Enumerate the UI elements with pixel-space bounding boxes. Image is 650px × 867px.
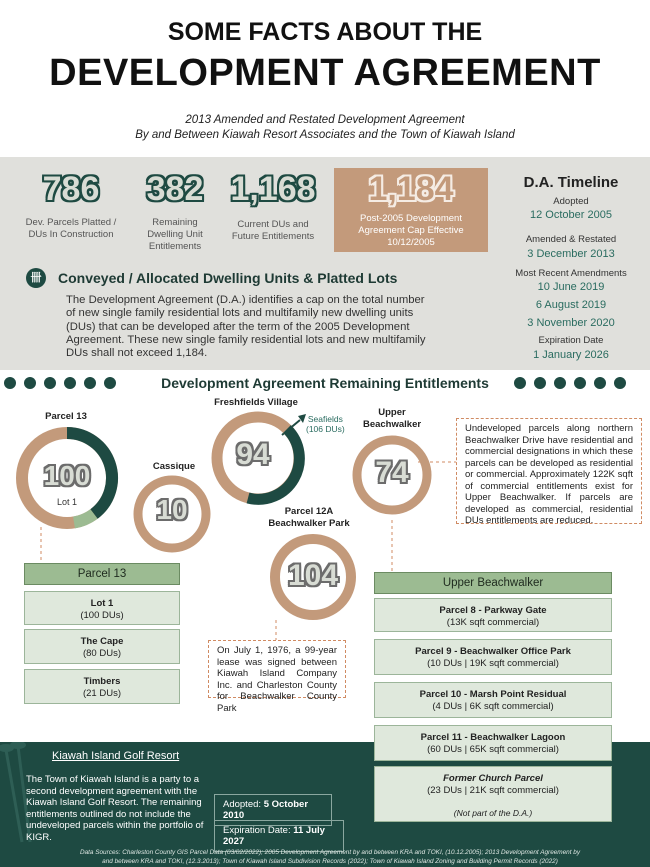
subtitle-line-1: 2013 Amended and Restated Development Agreement [185,114,465,126]
upper-beachwalker-item [374,682,612,718]
cassique-label: Cassique [152,461,196,472]
timeline-adopted-date: 12 October 2005 [530,209,612,221]
item-detail: (13K sqft commercial) [446,617,540,628]
upper-beachwalker-label [352,407,432,431]
golf-resort-title: Kiawah Island Golf Resort [52,750,180,762]
golf-adopted-date: 5 October 2010 [223,799,309,821]
item-detail: (60 DUs | 65K sqft commercial) [427,744,559,755]
timeline-expiration-date: 1 January 2026 [533,349,609,361]
upper-beachwalker-item [374,639,612,675]
data-sources-line1: Data Sources: Charleston County GIS Parcel Data (03/02/2022); 2005 Development Agreement by and between KRA and TOKI, (10.12.2005); 2013 Development Agreement by [79,849,581,856]
parcel-13-label: Parcel 13 [45,411,87,422]
upper-beachwalker-callout: Undeveloped parcels along northern Beachwalker Drive have residential and commercial designations in which these parcels can be developed as residential or commercial. Approximately 122K sqft of commercial entitlements exist for Upper Beachwalker. If parcels are developed as commercial, residential DUs entitlements are reduced. [456,418,642,524]
timeline-recent-date: 6 August 2019 [535,299,607,311]
stat-value: 786 [42,170,100,208]
item-name: Parcel 11 - Beachwalker Lagoon [420,732,566,743]
golf-adopted-label: Adopted: [223,799,262,810]
timeline-recent-date: 10 June 2019 [537,281,605,293]
stat-value: 1,168 [230,170,316,208]
tally-marks-icon: 卌 [26,268,46,288]
subtitle-line-2: By and Between Kiawah Resort Associates and the Town of Kiawah Island [135,129,515,141]
stat-value: 382 [146,170,204,208]
item-name: Former Church Parcel [443,773,543,784]
upper-beachwalker-item [374,598,612,632]
item-name: Lot 1 [90,598,114,609]
stat-label: Current DUs and [237,219,309,230]
seafields-name: Seafields [307,414,343,424]
seafields-note [306,414,345,434]
item-detail: (80 DUs) [82,648,121,659]
parcel-12a-label-line2: Beachwalker Park [268,518,350,529]
item-detail: (4 DUs | 6K sqft commercial) [432,701,554,712]
parcel-12a-value: 104 [287,559,339,592]
item-name: Parcel 8 - Parkway Gate [439,605,547,616]
seafields-dus: (106 DUs) [306,424,345,434]
upper-beachwalker-label-line2: Beachwalker [362,419,422,430]
timeline-title: D.A. Timeline [523,174,619,191]
stat-label: Agreement Cap Effective [358,225,464,236]
stat-label: Remaining [152,217,198,228]
cassique-value: 10 [156,494,188,525]
timeline-expiration-label: Expiration Date [538,335,604,346]
upper-beachwalker-value: 74 [375,456,409,489]
golf-resort-body: The Town of Kiawah Island is a party to a second development agreement with the Kiawah Island Golf Resort. The remaining entitlements outlined do not include the undeveloped parcels within the portfolio of KIGR. [26,774,204,843]
timeline-recent-label: Most Recent Amendments [515,268,627,279]
freshfields-label: Freshfields Village [214,397,298,408]
golf-expiration-label: Expiration Date: [223,825,291,836]
parcel-12a-label [254,506,364,530]
title-line-1: SOME FACTS ABOUT THE [167,18,483,46]
entitlements-title: Development Agreement Remaining Entitlements [161,375,489,391]
stat-label: DUs In Construction [28,229,114,240]
parcel-13-sub: Lot 1 [56,497,78,507]
parcel-13-item [24,591,180,625]
item-detail: (23 DUs | 21K sqft commercial) [427,785,559,796]
stat-label: Dwelling Unit [147,229,203,240]
timeline-recent-date: 3 November 2020 [527,317,615,329]
timeline-amended-date: 3 December 2013 [527,248,615,260]
beachwalker-park-callout: On July 1, 1976, a 99-year lease was signed between Kiawah Island Company Inc. and Charleston County for Beachwalker County Park [208,640,346,698]
upper-beachwalker-item [374,725,612,761]
timeline-amended-label: Amended & Restated [525,234,617,245]
item-detail: (10 DUs | 19K sqft commercial) [427,658,559,669]
item-note: (Not part of the D.A.) [453,808,533,818]
item-detail: (100 DUs) [80,610,124,621]
stat-label: 10/12/2005 [387,237,435,248]
upper-beachwalker-header: Upper Beachwalker [374,572,612,594]
item-name: The Cape [80,636,124,647]
item-name: Parcel 9 - Beachwalker Office Park [415,646,571,657]
parcel-13-item [24,669,180,704]
conveyed-title: Conveyed / Allocated Dwelling Units & Platted Lots [58,270,398,286]
parcel-13-value: 100 [43,460,91,491]
item-detail: (21 DUs) [82,688,121,699]
data-sources-line2: and between KRA and TOKI, (12.3.2013); Town of Kiawah Island Subdivision Records (2022); Town of Kiawah Island Zoning and Building Permit Records (2022) [102,857,558,865]
stat-label: Dev. Parcels Platted / [25,217,117,228]
parcel-12a-label-line1: Parcel 12A [284,506,334,517]
stat-label: Entitlements [148,241,202,252]
parcel-13-item [24,629,180,664]
upper-beachwalker-label-line1: Upper [378,407,406,418]
data-sources [30,849,630,866]
freshfields-value: 94 [236,438,270,471]
stat-value: 1,184 [368,170,454,208]
item-name: Timbers [83,676,121,687]
stat-label: Future Entitlements [231,231,315,242]
golf-expiration-box [214,820,344,852]
stat-label: Post-2005 Development [360,213,462,224]
golf-expiration-date: 11 July 2027 [223,825,325,847]
parcel-13-header: Parcel 13 [24,563,180,585]
item-name: Parcel 10 - Marsh Point Residual [419,689,567,700]
timeline-adopted-label: Adopted [553,196,589,207]
conveyed-body: The Development Agreement (D.A.) identifies a cap on the total number of new single family residential lots and multifamily new dwelling units (DUs) that can be developed after the term of the 2005 Development Agreement. These new single family residential lots and new multifamily DUs shall not exceed 1,184. [66,294,426,360]
title-line-2: DEVELOPMENT AGREEMENT [49,52,601,94]
upper-beachwalker-item [374,766,612,822]
